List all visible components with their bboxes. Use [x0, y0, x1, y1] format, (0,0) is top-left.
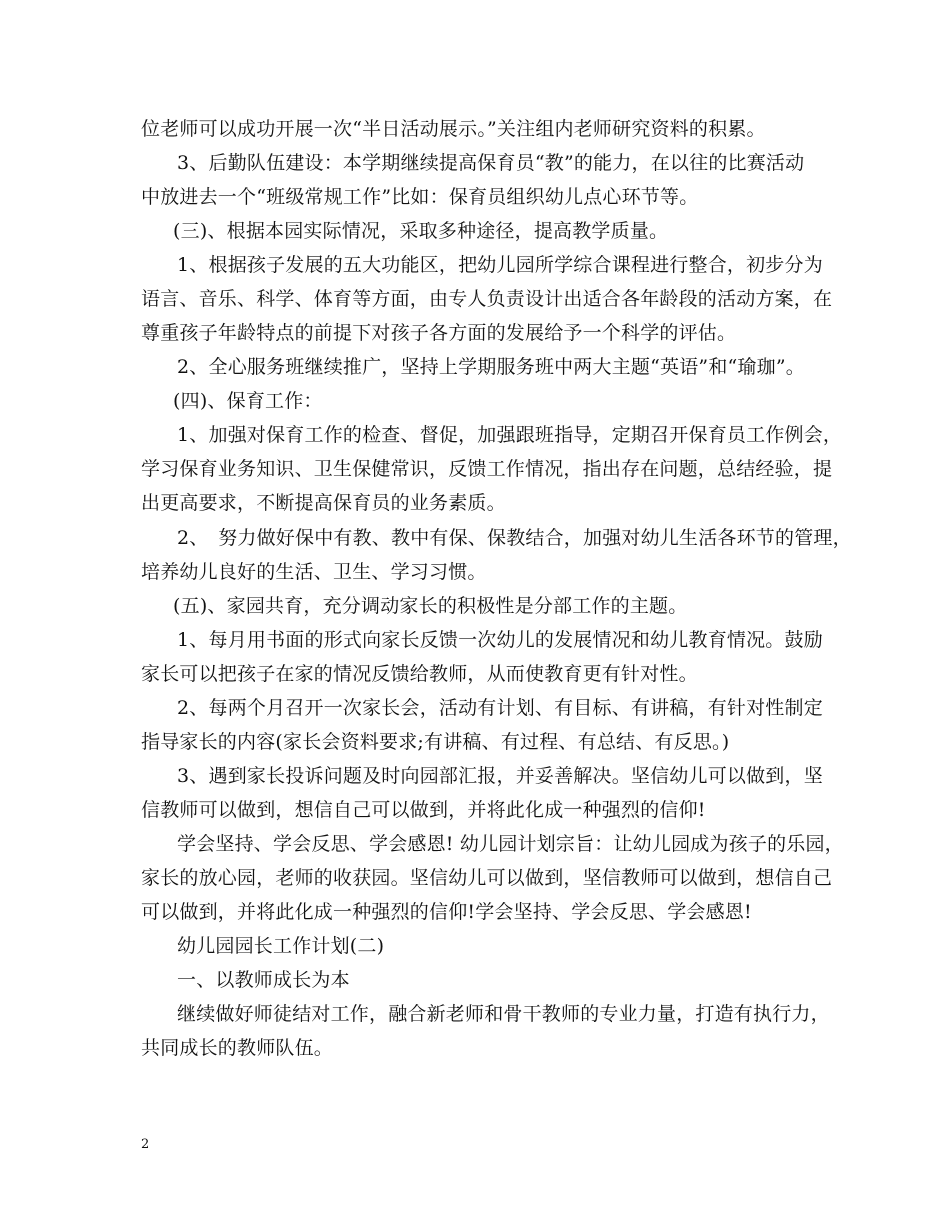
text-line: 出更高要求，不断提高保育员的业务素质。	[141, 492, 506, 514]
text-line: 培养幼儿良好的生活、卫生、学习习惯。	[141, 561, 487, 583]
text-line: 继续做好师徒结对工作，融合新老师和骨干教师的专业力量，打造有执行力，	[177, 1003, 830, 1025]
text-line: 学习保育业务知识、卫生保健常识，反馈工作情况，指出存在问题，总结经验，提	[141, 458, 833, 480]
text-line: 尊重孩子年龄特点的前提下对孩子各方面的发展给予一个科学的评估。	[141, 322, 737, 344]
text-line: (四)、保育工作：	[173, 390, 323, 412]
text-line: 2、 努力做好保中有教、教中有保、保教结合，加强对幼儿生活各环节的管理，	[177, 527, 852, 549]
text-line: 共同成长的教师队伍。	[141, 1037, 334, 1059]
text-line: 3、后勤队伍建设：本学期继续提高保育员“教”的能力，在以往的比赛活动	[177, 152, 805, 174]
text-line: 位老师可以成功开展一次“半日活动展示。”关注组内老师研究资料的积累。	[141, 118, 766, 140]
text-line: 幼儿园园长工作计划(二)	[177, 935, 385, 957]
text-line: 可以做到，并将此化成一种强烈的信仰!学会坚持、学会反思、学会感恩!	[141, 901, 752, 923]
text-line: 3、遇到家长投诉问题及时向园部汇报，并妥善解决。坚信幼儿可以做到，坚	[177, 765, 823, 787]
text-line: 一、以教师成长为本	[177, 969, 350, 991]
text-line: 学会坚持、学会反思、学会感恩! 幼儿园计划宗旨：让幼儿园成为孩子的乐园，	[177, 833, 844, 855]
text-line: 语言、音乐、科学、体育等方面，由专人负责设计出适合各年龄段的活动方案，在	[141, 288, 833, 310]
text-line: 2、每两个月召开一次家长会，活动有计划、有目标、有讲稿，有针对性制定	[177, 697, 823, 719]
text-line: 中放进去一个“班级常规工作”比如：保育员组织幼儿点心环节等。	[141, 186, 699, 208]
text-line: 指导家长的内容(家长会资料要求;有讲稿、有过程、有总结、有反思。)	[141, 731, 730, 753]
text-line: 信教师可以做到，想信自己可以做到，并将此化成一种强烈的信仰!	[141, 799, 706, 821]
text-line: 1、根据孩子发展的五大功能区，把幼儿园所学综合课程进行整合，初步分为	[177, 254, 823, 276]
text-line: (五)、家园共育，充分调动家长的积极性是分部工作的主题。	[173, 595, 688, 617]
page-number: 2	[141, 1137, 150, 1152]
text-line: 1、加强对保育工作的检查、督促，加强跟班指导，定期召开保育员工作例会，	[177, 424, 843, 446]
text-line: (三)、根据本园实际情况，采取多种途径，提高教学质量。	[173, 220, 669, 242]
text-line: 1、每月用书面的形式向家长反馈一次幼儿的发展情况和幼儿教育情况。鼓励	[177, 629, 823, 651]
text-line: 2、全心服务班继续推广，坚持上学期服务班中两大主题“英语”和“瑜珈”。	[177, 356, 805, 378]
text-line: 家长可以把孩子在家的情况反馈给教师，从而使教育更有针对性。	[141, 663, 698, 685]
text-line: 家长的放心园，老师的收获园。坚信幼儿可以做到，坚信教师可以做到，想信自己	[141, 867, 833, 889]
